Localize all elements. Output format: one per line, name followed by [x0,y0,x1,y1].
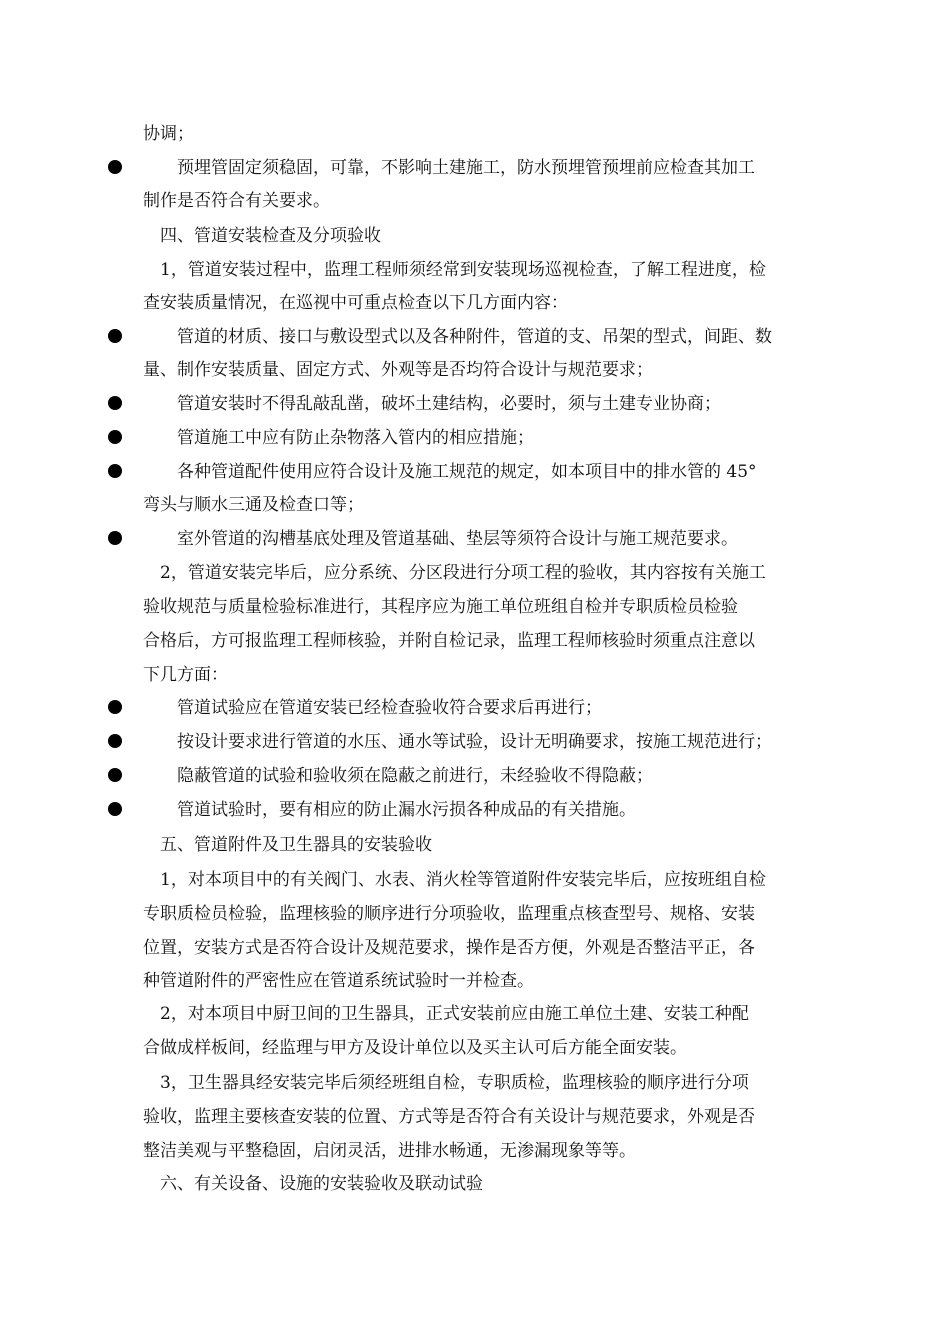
text-line: 验收，监理主要核查安装的位置、方式等是否符合有关设计与规范要求，外观是否 [143,1107,755,1127]
text-line: 2，对本项目中厨卫间的卫生器具，正式安装前应由施工单位土建、安装工种配 [143,1004,749,1024]
text-line: 2，管道安装完毕后，应分系统、分区段进行分项工程的验收，其内容按有关施工 [143,563,766,583]
text-line: 弯头与顺水三通及检查口等； [143,495,364,515]
text-line: 整洁美观与平整稳固，启闭灵活，进排水畅通，无渗漏现象等等。 [143,1141,636,1161]
section-heading: 四、管道安装检查及分项验收 [143,226,381,246]
bullet-text-line: 管道试验时，要有相应的防止漏水污损各种成品的有关措施。 [143,800,636,820]
text-line: 3，卫生器具经安装完毕后须经班组自检，专职质检，监理核验的顺序进行分项 [143,1073,749,1093]
bullet-icon [108,531,122,545]
bullet-icon [108,464,122,478]
text-line: 合做成样板间，经监理与甲方及设计单位以及买主认可后方能全面安装。 [143,1038,687,1058]
bullet-icon [108,802,122,816]
bullet-text-line: 管道的材质、接口与敷设型式以及各种附件，管道的支、吊架的型式，间距、数 [143,327,772,347]
text-line: 专职质检员检验，监理核验的顺序进行分项验收，监理重点核查型号、规格、安装 [143,904,755,924]
text-line: 查安装质量情况，在巡视中可重点检查以下几方面内容： [143,293,568,313]
bullet-icon [108,160,122,174]
bullet-text-line: 室外管道的沟槽基底处理及管道基础、垫层等须符合设计与施工规范要求。 [143,529,738,549]
bullet-icon [108,768,122,782]
bullet-text-line: 管道安装时不得乱敲乱凿，破坏土建结构，必要时，须与土建专业协商； [143,394,721,414]
bullet-text-line: 预埋管固定须稳固，可靠，不影响土建施工，防水预埋管预埋前应检查其加工 [143,158,755,178]
bullet-text-line: 管道施工中应有防止杂物落入管内的相应措施； [143,428,534,448]
bullet-text-line: 管道试验应在管道安装已经检查验收符合要求后再进行； [143,698,602,718]
bullet-icon [108,734,122,748]
text-line: 制作是否符合有关要求。 [143,191,330,211]
text-line: 合格后，方可报监理工程师核验，并附自检记录，监理工程师核验时须重点注意以 [143,631,755,651]
text-line: 位置，安装方式是否符合设计及规范要求，操作是否方便，外观是否整洁平正，各 [143,938,755,958]
text-line: 1，对本项目中的有关阀门、水表、消火栓等管道附件安装完毕后，应按班组自检 [143,870,766,890]
text-line: 种管道附件的严密性应在管道系统试验时一并检查。 [143,971,534,991]
bullet-text-line: 各种管道配件使用应符合设计及施工规范的规定，如本项目中的排水管的 45° [143,462,757,482]
section-heading: 五、管道附件及卫生器具的安装验收 [143,835,432,855]
bullet-text-line: 按设计要求进行管道的水压、通水等试验，设计无明确要求，按施工规范进行； [143,732,772,752]
bullet-text-line: 隐蔽管道的试验和验收须在隐蔽之前进行，未经验收不得隐蔽； [143,766,653,786]
text-line: 协调； [143,124,194,144]
text-line: 1，管道安装过程中，监理工程师须经常到安装现场巡视检查，了解工程进度，检 [143,260,766,280]
text-line: 下几方面： [143,665,228,685]
bullet-icon [108,430,122,444]
section-heading: 六、有关设备、设施的安装验收及联动试验 [143,1174,483,1194]
bullet-icon [108,396,122,410]
text-line: 验收规范与质量检验标准进行，其程序应为施工单位班组自检并专职质检员检验 [143,597,738,617]
text-line: 量、制作安装质量、固定方式、外观等是否均符合设计与规范要求； [143,360,653,380]
bullet-icon [108,329,122,343]
bullet-icon [108,700,122,714]
